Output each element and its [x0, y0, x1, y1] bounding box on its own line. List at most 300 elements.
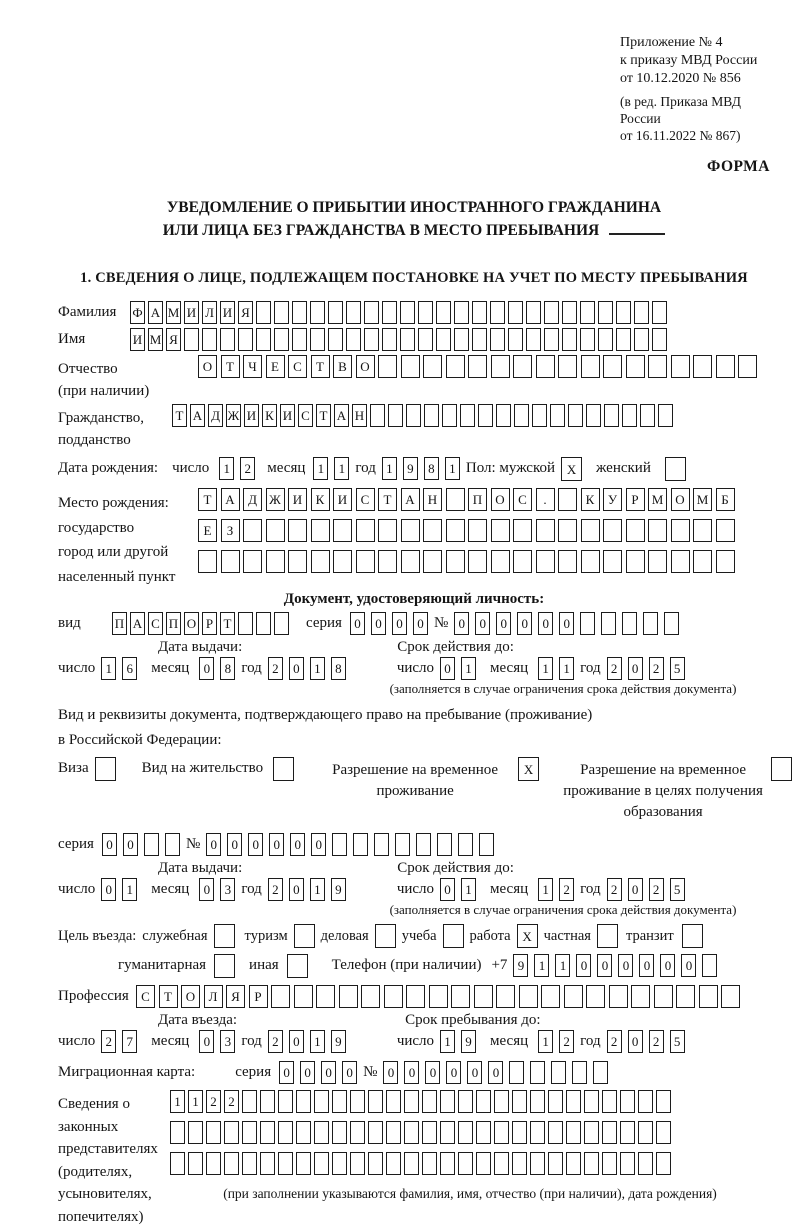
- cell[interactable]: М: [148, 328, 163, 351]
- cell[interactable]: [548, 1090, 563, 1113]
- cell[interactable]: Ж: [266, 488, 285, 511]
- cell[interactable]: [294, 924, 315, 948]
- cell[interactable]: [378, 355, 397, 378]
- cell[interactable]: [652, 301, 667, 324]
- cell[interactable]: [388, 404, 403, 427]
- cell[interactable]: Т: [378, 488, 397, 511]
- cell[interactable]: [260, 1090, 275, 1113]
- cell[interactable]: Е: [266, 355, 285, 378]
- cell[interactable]: [288, 519, 307, 542]
- cell[interactable]: [242, 1152, 257, 1175]
- cell[interactable]: [458, 1121, 473, 1144]
- cell[interactable]: [491, 519, 510, 542]
- cell[interactable]: О: [671, 488, 690, 511]
- cell[interactable]: А: [130, 612, 145, 635]
- cell[interactable]: 9: [403, 457, 418, 480]
- cell[interactable]: [256, 612, 271, 635]
- cell[interactable]: [395, 833, 410, 856]
- cell[interactable]: 0: [639, 954, 654, 977]
- cell[interactable]: 0: [227, 833, 242, 856]
- cell[interactable]: [652, 328, 667, 351]
- cell[interactable]: [418, 301, 433, 324]
- cell[interactable]: 1: [310, 878, 325, 901]
- cell[interactable]: [292, 301, 307, 324]
- cell[interactable]: [586, 404, 601, 427]
- cell[interactable]: [238, 612, 253, 635]
- cell[interactable]: Д: [243, 488, 262, 511]
- cell[interactable]: [382, 301, 397, 324]
- cell[interactable]: [406, 985, 425, 1008]
- cell[interactable]: [220, 328, 235, 351]
- cell[interactable]: [603, 355, 622, 378]
- cell[interactable]: 0: [404, 1061, 419, 1084]
- cell[interactable]: [586, 985, 605, 1008]
- cell[interactable]: Д: [208, 404, 223, 427]
- cell[interactable]: 0: [248, 833, 263, 856]
- cell[interactable]: 0: [289, 878, 304, 901]
- cell[interactable]: [333, 550, 352, 573]
- cell[interactable]: [384, 985, 403, 1008]
- cell[interactable]: [526, 328, 541, 351]
- cell[interactable]: [541, 985, 560, 1008]
- cell[interactable]: [648, 519, 667, 542]
- cell[interactable]: [479, 833, 494, 856]
- cell[interactable]: [622, 404, 637, 427]
- cell[interactable]: З: [221, 519, 240, 542]
- cell[interactable]: [603, 550, 622, 573]
- cell[interactable]: [562, 328, 577, 351]
- cell[interactable]: [638, 1090, 653, 1113]
- cell[interactable]: [436, 301, 451, 324]
- cell[interactable]: [400, 328, 415, 351]
- cell[interactable]: 0: [576, 954, 591, 977]
- cell[interactable]: X: [517, 924, 538, 948]
- cell[interactable]: [490, 328, 505, 351]
- cell[interactable]: 0: [559, 612, 574, 635]
- cell[interactable]: [558, 519, 577, 542]
- cell[interactable]: 2: [224, 1090, 239, 1113]
- cell[interactable]: [491, 355, 510, 378]
- cell[interactable]: [374, 833, 389, 856]
- cell[interactable]: [238, 328, 253, 351]
- cell[interactable]: Я: [238, 301, 253, 324]
- cell[interactable]: [548, 1152, 563, 1175]
- cell[interactable]: О: [356, 355, 375, 378]
- cell[interactable]: [671, 355, 690, 378]
- cell[interactable]: [631, 985, 650, 1008]
- cell[interactable]: [702, 954, 717, 977]
- cell[interactable]: [221, 550, 240, 573]
- cell[interactable]: [418, 328, 433, 351]
- cell[interactable]: [454, 301, 469, 324]
- cell[interactable]: [721, 985, 740, 1008]
- cell[interactable]: 8: [331, 657, 346, 680]
- cell[interactable]: К: [262, 404, 277, 427]
- cell[interactable]: [536, 355, 555, 378]
- cell[interactable]: [440, 1121, 455, 1144]
- cell[interactable]: [620, 1121, 635, 1144]
- cell[interactable]: 1: [538, 878, 553, 901]
- cell[interactable]: [494, 1090, 509, 1113]
- cell[interactable]: [416, 833, 431, 856]
- cell[interactable]: 5: [670, 878, 685, 901]
- cell[interactable]: [422, 1090, 437, 1113]
- cell[interactable]: О: [198, 355, 217, 378]
- cell[interactable]: [716, 355, 735, 378]
- cell[interactable]: 8: [220, 657, 235, 680]
- cell[interactable]: 1: [555, 954, 570, 977]
- cell[interactable]: [328, 301, 343, 324]
- cell[interactable]: [512, 1152, 527, 1175]
- cell[interactable]: 0: [289, 657, 304, 680]
- cell[interactable]: [530, 1061, 545, 1084]
- cell[interactable]: [693, 550, 712, 573]
- cell[interactable]: [243, 550, 262, 573]
- cell[interactable]: [580, 328, 595, 351]
- cell[interactable]: 2: [607, 878, 622, 901]
- cell[interactable]: [386, 1121, 401, 1144]
- cell[interactable]: Т: [311, 355, 330, 378]
- cell[interactable]: 9: [461, 1030, 476, 1053]
- cell[interactable]: [423, 355, 442, 378]
- cell[interactable]: [566, 1121, 581, 1144]
- cell[interactable]: [202, 328, 217, 351]
- cell[interactable]: [544, 301, 559, 324]
- cell[interactable]: 9: [331, 1030, 346, 1053]
- cell[interactable]: 0: [597, 954, 612, 977]
- cell[interactable]: 0: [496, 612, 511, 635]
- cell[interactable]: [656, 1090, 671, 1113]
- cell[interactable]: [242, 1090, 257, 1113]
- cell[interactable]: 0: [199, 1030, 214, 1053]
- cell[interactable]: [274, 612, 289, 635]
- cell[interactable]: [206, 1121, 221, 1144]
- cell[interactable]: [634, 328, 649, 351]
- cell[interactable]: [422, 1121, 437, 1144]
- cell[interactable]: [568, 404, 583, 427]
- cell[interactable]: [671, 550, 690, 573]
- cell[interactable]: [526, 301, 541, 324]
- cell[interactable]: [266, 519, 285, 542]
- cell[interactable]: 0: [101, 878, 116, 901]
- cell[interactable]: [206, 1152, 221, 1175]
- cell[interactable]: 0: [681, 954, 696, 977]
- cell[interactable]: [188, 1121, 203, 1144]
- cell[interactable]: Б: [716, 488, 735, 511]
- cell[interactable]: [616, 328, 631, 351]
- cell[interactable]: [311, 550, 330, 573]
- cell[interactable]: [513, 519, 532, 542]
- cell[interactable]: 0: [199, 878, 214, 901]
- cell[interactable]: [364, 328, 379, 351]
- cell[interactable]: [378, 519, 397, 542]
- cell[interactable]: [406, 404, 421, 427]
- cell[interactable]: [454, 328, 469, 351]
- cell[interactable]: [278, 1090, 293, 1113]
- cell[interactable]: 1: [445, 457, 460, 480]
- cell[interactable]: [558, 550, 577, 573]
- cell[interactable]: 1: [170, 1090, 185, 1113]
- cell[interactable]: Н: [352, 404, 367, 427]
- cell[interactable]: [496, 404, 511, 427]
- cell[interactable]: 0: [446, 1061, 461, 1084]
- cell[interactable]: 0: [350, 612, 365, 635]
- cell[interactable]: В: [333, 355, 352, 378]
- cell[interactable]: 2: [559, 878, 574, 901]
- cell[interactable]: 1: [122, 878, 137, 901]
- cell[interactable]: [333, 519, 352, 542]
- cell[interactable]: [638, 1152, 653, 1175]
- cell[interactable]: 9: [513, 954, 528, 977]
- cell[interactable]: С: [513, 488, 532, 511]
- cell[interactable]: [562, 301, 577, 324]
- cell[interactable]: 2: [607, 657, 622, 680]
- cell[interactable]: 6: [122, 657, 137, 680]
- cell[interactable]: [423, 519, 442, 542]
- cell[interactable]: 0: [475, 612, 490, 635]
- cell[interactable]: [598, 328, 613, 351]
- cell[interactable]: 2: [101, 1030, 116, 1053]
- cell[interactable]: [558, 488, 577, 511]
- cell[interactable]: [558, 355, 577, 378]
- cell[interactable]: 1: [538, 1030, 553, 1053]
- cell[interactable]: [401, 519, 420, 542]
- cell[interactable]: С: [148, 612, 163, 635]
- cell[interactable]: [602, 1090, 617, 1113]
- cell[interactable]: [266, 550, 285, 573]
- cell[interactable]: 3: [220, 878, 235, 901]
- cell[interactable]: [328, 328, 343, 351]
- cell[interactable]: [616, 301, 631, 324]
- cell[interactable]: [566, 1152, 581, 1175]
- cell[interactable]: [401, 355, 420, 378]
- cell[interactable]: [682, 924, 703, 948]
- cell[interactable]: [356, 519, 375, 542]
- cell[interactable]: [564, 985, 583, 1008]
- cell[interactable]: 2: [649, 1030, 664, 1053]
- cell[interactable]: [353, 833, 368, 856]
- cell[interactable]: Р: [626, 488, 645, 511]
- cell[interactable]: 0: [425, 1061, 440, 1084]
- cell[interactable]: [442, 404, 457, 427]
- cell[interactable]: 0: [311, 833, 326, 856]
- cell[interactable]: И: [280, 404, 295, 427]
- cell[interactable]: X: [561, 457, 582, 481]
- cell[interactable]: [423, 550, 442, 573]
- cell[interactable]: [494, 1152, 509, 1175]
- cell[interactable]: [476, 1121, 491, 1144]
- cell[interactable]: [95, 757, 116, 781]
- cell[interactable]: [422, 1152, 437, 1175]
- cell[interactable]: Ж: [226, 404, 241, 427]
- cell[interactable]: [198, 550, 217, 573]
- cell[interactable]: [440, 1152, 455, 1175]
- cell[interactable]: [446, 355, 465, 378]
- cell[interactable]: [656, 1152, 671, 1175]
- cell[interactable]: 1: [461, 878, 476, 901]
- cell[interactable]: [550, 404, 565, 427]
- cell[interactable]: [184, 328, 199, 351]
- cell[interactable]: 0: [269, 833, 284, 856]
- cell[interactable]: [496, 985, 515, 1008]
- cell[interactable]: [170, 1121, 185, 1144]
- cell[interactable]: Т: [220, 612, 235, 635]
- cell[interactable]: 2: [268, 1030, 283, 1053]
- cell[interactable]: М: [693, 488, 712, 511]
- cell[interactable]: 3: [220, 1030, 235, 1053]
- cell[interactable]: [581, 519, 600, 542]
- cell[interactable]: 0: [628, 878, 643, 901]
- cell[interactable]: 0: [413, 612, 428, 635]
- cell[interactable]: [314, 1152, 329, 1175]
- cell[interactable]: [580, 612, 595, 635]
- cell[interactable]: 0: [517, 612, 532, 635]
- cell[interactable]: И: [220, 301, 235, 324]
- cell[interactable]: [671, 519, 690, 542]
- cell[interactable]: 0: [371, 612, 386, 635]
- cell[interactable]: [296, 1152, 311, 1175]
- cell[interactable]: [530, 1121, 545, 1144]
- cell[interactable]: 7: [122, 1030, 137, 1053]
- cell[interactable]: [404, 1090, 419, 1113]
- cell[interactable]: У: [603, 488, 622, 511]
- cell[interactable]: О: [181, 985, 200, 1008]
- cell[interactable]: [597, 924, 618, 948]
- cell[interactable]: 0: [290, 833, 305, 856]
- cell[interactable]: 0: [123, 833, 138, 856]
- cell[interactable]: [314, 1090, 329, 1113]
- cell[interactable]: О: [184, 612, 199, 635]
- cell[interactable]: Л: [202, 301, 217, 324]
- cell[interactable]: [350, 1152, 365, 1175]
- cell[interactable]: [310, 301, 325, 324]
- cell[interactable]: [665, 457, 686, 481]
- cell[interactable]: [278, 1121, 293, 1144]
- cell[interactable]: 0: [321, 1061, 336, 1084]
- cell[interactable]: [451, 985, 470, 1008]
- cell[interactable]: [584, 1090, 599, 1113]
- cell[interactable]: [446, 550, 465, 573]
- cell[interactable]: [188, 1152, 203, 1175]
- cell[interactable]: 0: [279, 1061, 294, 1084]
- cell[interactable]: 1: [334, 457, 349, 480]
- cell[interactable]: [626, 355, 645, 378]
- cell[interactable]: 2: [649, 657, 664, 680]
- cell[interactable]: [643, 612, 658, 635]
- cell[interactable]: 0: [300, 1061, 315, 1084]
- cell[interactable]: [370, 404, 385, 427]
- cell[interactable]: [296, 1090, 311, 1113]
- cell[interactable]: 1: [538, 657, 553, 680]
- cell[interactable]: [332, 1152, 347, 1175]
- cell[interactable]: 1: [534, 954, 549, 977]
- cell[interactable]: [532, 404, 547, 427]
- cell[interactable]: [512, 1090, 527, 1113]
- cell[interactable]: [144, 833, 159, 856]
- cell[interactable]: [601, 612, 616, 635]
- cell[interactable]: [287, 954, 308, 978]
- cell[interactable]: П: [166, 612, 181, 635]
- cell[interactable]: А: [334, 404, 349, 427]
- cell[interactable]: 1: [461, 657, 476, 680]
- cell[interactable]: [544, 328, 559, 351]
- cell[interactable]: [170, 1152, 185, 1175]
- cell[interactable]: [474, 985, 493, 1008]
- cell[interactable]: [386, 1090, 401, 1113]
- cell[interactable]: К: [311, 488, 330, 511]
- cell[interactable]: [271, 985, 290, 1008]
- cell[interactable]: [598, 301, 613, 324]
- cell[interactable]: [513, 355, 532, 378]
- cell[interactable]: 0: [199, 657, 214, 680]
- cell[interactable]: 1: [310, 657, 325, 680]
- cell[interactable]: 8: [424, 457, 439, 480]
- cell[interactable]: С: [136, 985, 155, 1008]
- cell[interactable]: [260, 1121, 275, 1144]
- cell[interactable]: [278, 1152, 293, 1175]
- cell[interactable]: 2: [649, 878, 664, 901]
- cell[interactable]: [551, 1061, 566, 1084]
- cell[interactable]: [437, 833, 452, 856]
- cell[interactable]: 2: [268, 657, 283, 680]
- cell[interactable]: [446, 519, 465, 542]
- cell[interactable]: [602, 1152, 617, 1175]
- cell[interactable]: Т: [221, 355, 240, 378]
- cell[interactable]: Т: [316, 404, 331, 427]
- cell[interactable]: [436, 328, 451, 351]
- cell[interactable]: 2: [607, 1030, 622, 1053]
- cell[interactable]: [513, 550, 532, 573]
- cell[interactable]: [626, 550, 645, 573]
- cell[interactable]: И: [288, 488, 307, 511]
- cell[interactable]: [443, 924, 464, 948]
- cell[interactable]: [676, 985, 695, 1008]
- cell[interactable]: [260, 1152, 275, 1175]
- cell[interactable]: [332, 1090, 347, 1113]
- cell[interactable]: [316, 985, 335, 1008]
- cell[interactable]: 1: [382, 457, 397, 480]
- cell[interactable]: 9: [331, 878, 346, 901]
- cell[interactable]: [536, 519, 555, 542]
- cell[interactable]: [566, 1090, 581, 1113]
- cell[interactable]: [224, 1152, 239, 1175]
- cell[interactable]: [693, 355, 712, 378]
- cell[interactable]: А: [190, 404, 205, 427]
- cell[interactable]: 1: [188, 1090, 203, 1113]
- cell[interactable]: [604, 404, 619, 427]
- cell[interactable]: А: [148, 301, 163, 324]
- cell[interactable]: [368, 1152, 383, 1175]
- cell[interactable]: 0: [102, 833, 117, 856]
- cell[interactable]: 1: [101, 657, 116, 680]
- cell[interactable]: М: [648, 488, 667, 511]
- cell[interactable]: [593, 1061, 608, 1084]
- cell[interactable]: [401, 550, 420, 573]
- cell[interactable]: Т: [198, 488, 217, 511]
- cell[interactable]: [716, 519, 735, 542]
- cell[interactable]: 1: [313, 457, 328, 480]
- cell[interactable]: 0: [488, 1061, 503, 1084]
- cell[interactable]: 0: [440, 878, 455, 901]
- cell[interactable]: [581, 550, 600, 573]
- cell[interactable]: [311, 519, 330, 542]
- cell[interactable]: Я: [166, 328, 181, 351]
- cell[interactable]: [346, 328, 361, 351]
- cell[interactable]: [648, 355, 667, 378]
- cell[interactable]: [288, 550, 307, 573]
- cell[interactable]: [356, 550, 375, 573]
- cell[interactable]: [620, 1090, 635, 1113]
